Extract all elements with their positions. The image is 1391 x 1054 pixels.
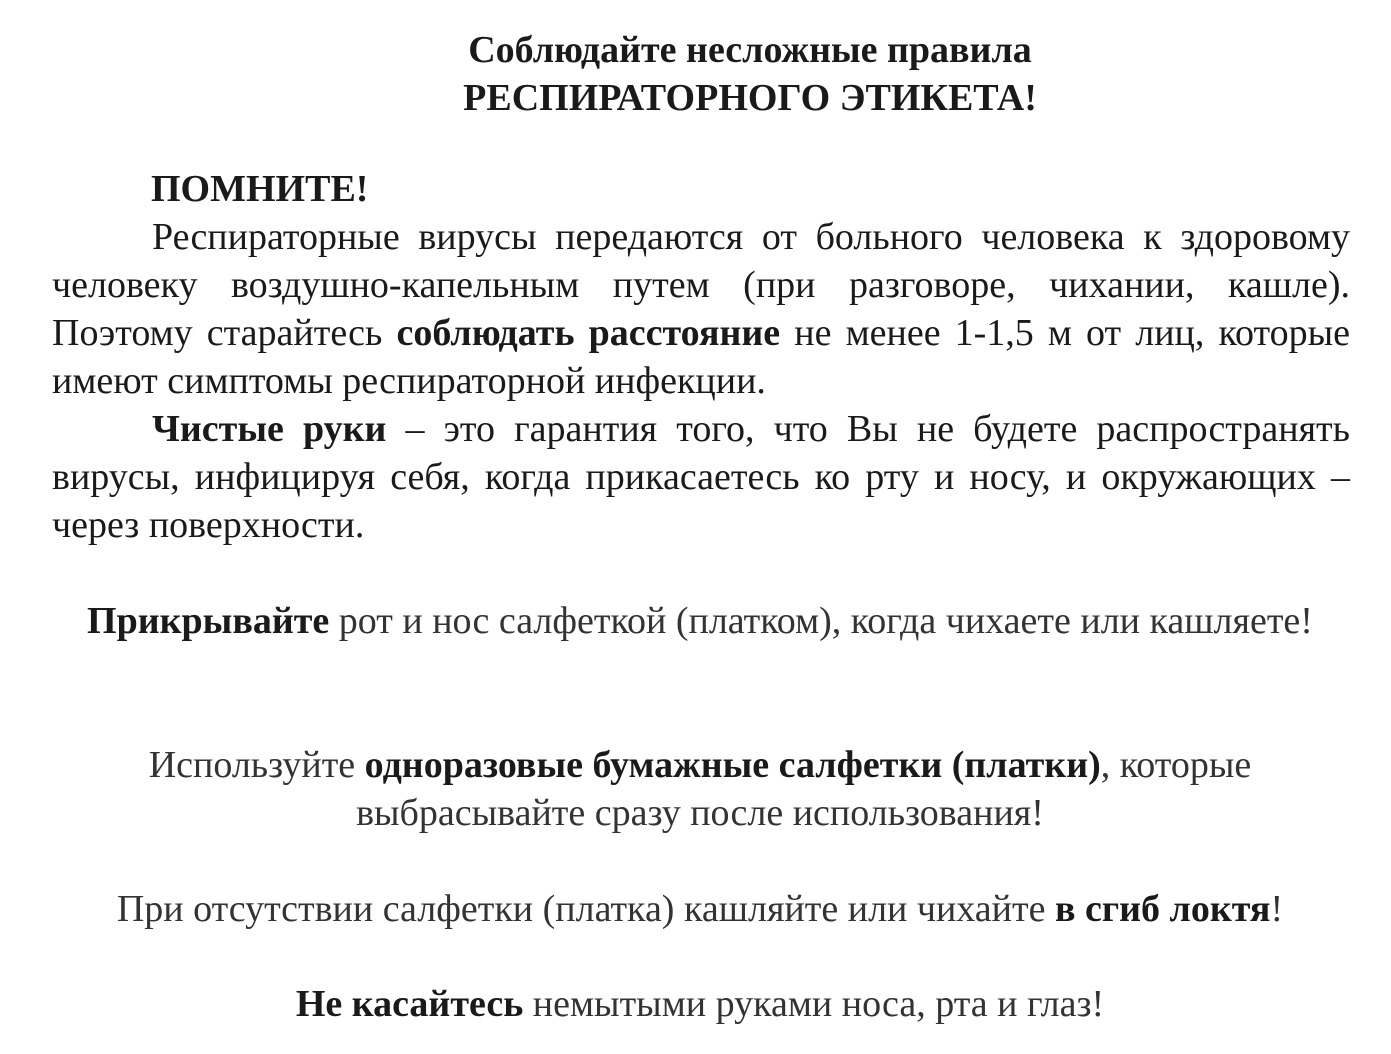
rule-disposable-tissues <box>40 741 1360 837</box>
rule-disposable-tissues-text-b: , которые выбрасывайте сразу после использования! <box>356 744 1252 834</box>
rule-elbow-text-b: ! <box>1270 888 1284 930</box>
paragraph-distance-bold: соблюдать расстояние <box>396 312 781 354</box>
rule-disposable-tissues-text-a: Используйте <box>148 744 365 786</box>
rule-elbow-bold: в сгиб локтя <box>1054 888 1271 930</box>
rule-elbow <box>40 885 1360 933</box>
rule-dont-touch-text: немытыми руками носа, рта и глаз! <box>523 983 1105 1025</box>
rule-dont-touch-bold: Не касайтесь <box>295 983 524 1025</box>
rule-dont-touch <box>40 980 1360 1028</box>
paragraph-distance-text-b: не менее 1-1,5 м от лиц, которые имеют симптомы респираторной инфекции. <box>52 312 1350 402</box>
paragraph-distance-text-a: Респираторные вирусы передаются от больного человека к здоровому человеку воздушно-капельным путем (при разговоре, чихании, кашле). Поэтому старайтесь <box>52 216 1350 354</box>
paragraph-clean-hands-text: – это гарантия того, что Вы не будете распространять вирусы, инфицируя себя, когда прикасаетесь ко рту и носу, и окружающих – через поверхности. <box>52 408 1350 546</box>
rule-disposable-tissues-bold: одноразовые бумажные салфетки (платки) <box>364 744 1101 786</box>
rule-cover-mouth-text: рот и нос салфеткой (платком), когда чихаете или кашляете! <box>329 600 1313 642</box>
paragraph-distance <box>52 213 1350 405</box>
rule-cover-mouth <box>40 597 1360 645</box>
rule-cover-mouth-bold: Прикрывайте <box>87 600 330 642</box>
title-line-2: РЕСПИРАТОРНОГО ЭТИКЕТА! <box>463 77 1037 119</box>
title-line-1: Соблюдайте несложные правила <box>468 29 1032 71</box>
rule-elbow-text-a: При отсутствии салфетки (платка) кашляйте или чихайте <box>116 888 1055 930</box>
page-title <box>450 26 1050 122</box>
paragraph-clean-hands <box>52 405 1350 549</box>
paragraph-clean-hands-bold: Чистые руки <box>152 408 387 450</box>
remember-heading: ПОМНИТЕ! <box>151 168 369 210</box>
